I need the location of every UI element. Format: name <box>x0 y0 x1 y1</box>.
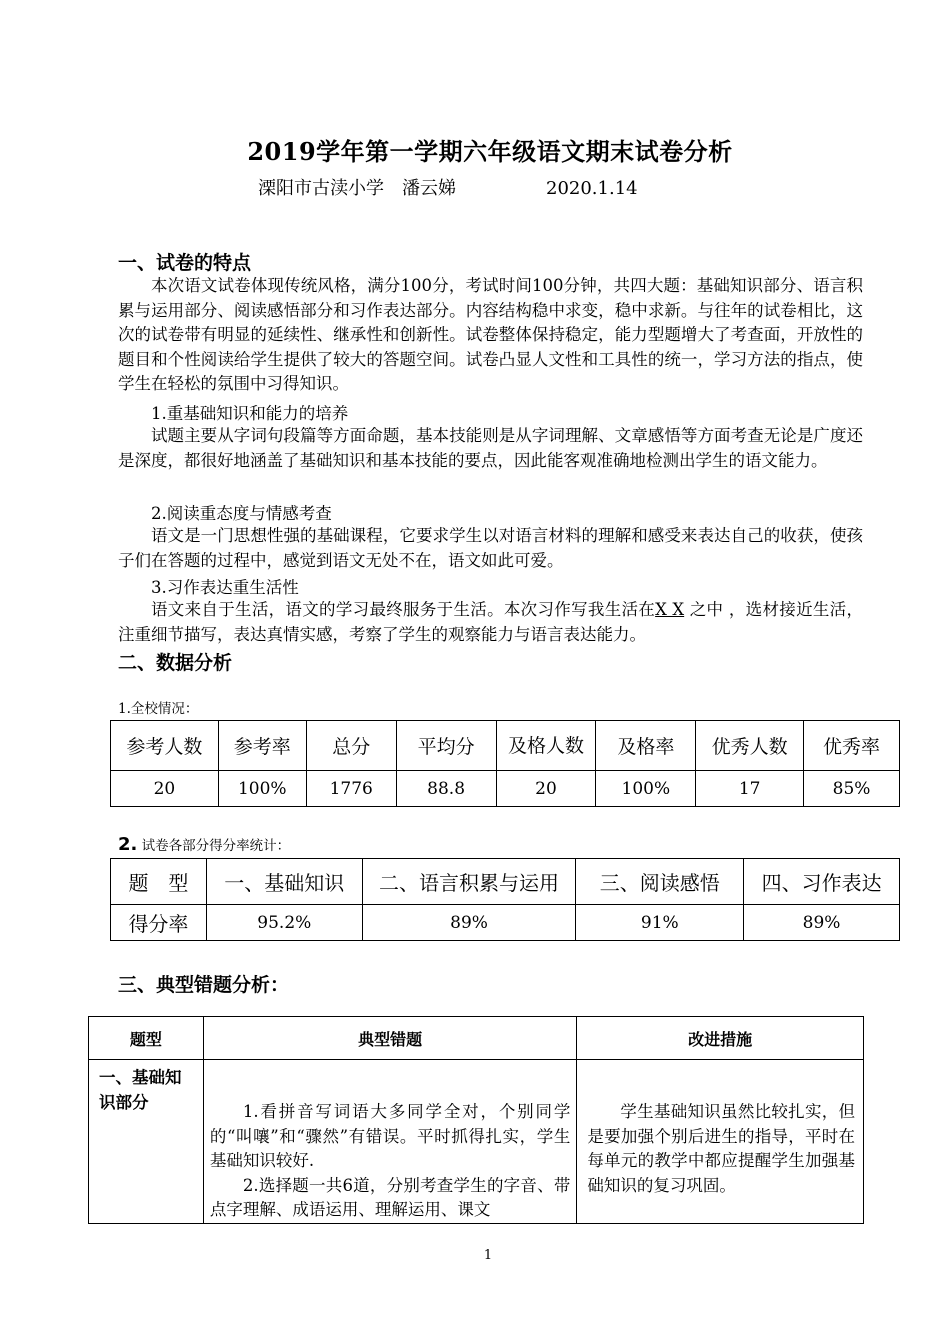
score-rate-table <box>110 858 900 941</box>
table3-header-row <box>89 1017 864 1060</box>
table1-value: 20 <box>111 771 219 807</box>
table1-value: 85% <box>804 771 900 807</box>
table1-header: 优秀率 <box>804 721 900 771</box>
document-subtitle: 溧阳市古渎小学 潘云娣 2020.1.14 <box>258 178 638 199</box>
table1-value: 100% <box>218 771 306 807</box>
table2-value: 89% <box>362 905 576 941</box>
point2-text: 语文是一门思想性强的基础课程，它要求学生以对语言材料的理解和感受来表达自己的收获，使孩子们在答题的过程中，感觉到语文无处不在，语文如此可爱。 <box>118 526 863 570</box>
table2-value: 95.2% <box>206 905 362 941</box>
point2-title: 2.阅读重态度与情感考查 <box>151 504 332 523</box>
table1-header: 总分 <box>306 721 396 771</box>
table3-measures: 学生基础知识虽然比较扎实，但是要加强个别后进生的指导，平时在每单元的教学中都应提醒学生加强基础知识的复习巩固。 <box>577 1060 864 1224</box>
error-item: 2.选择题一共6道，分别考查学生的字音、带点字理解、成语运用、理解运用、课文 <box>209 1175 571 1219</box>
table1-header: 及格人数 <box>496 721 596 771</box>
table2-header: 三、阅读感悟 <box>576 859 744 905</box>
point3-title: 3.习作表达重生活性 <box>151 578 299 597</box>
table1-value: 88.8 <box>396 771 496 807</box>
point3-blank: X X <box>655 600 685 619</box>
table2-header-row <box>111 859 900 905</box>
table3-row <box>89 1060 864 1224</box>
table3-header: 改进措施 <box>577 1017 864 1060</box>
point1-text: 试题主要从字词句段篇等方面命题，基本技能则是从字词理解、文章感悟等方面考查无论是广度还是深度，都很好地涵盖了基础知识和基本技能的要点，因此能客观准确地检测出学生的语文能力。 <box>118 426 863 470</box>
table2-header: 一、基础知识 <box>206 859 362 905</box>
table1-header: 参考率 <box>218 721 306 771</box>
table2-header-label: 题 型 <box>111 859 207 905</box>
table1-value: 1776 <box>306 771 396 807</box>
table1-header: 平均分 <box>396 721 496 771</box>
section1-intro: 本次语文试卷体现传统风格，满分100分，考试时间100分钟，共四大题：基础知识部分、语言积累与运用部分、阅读感悟部分和习作表达部分。内容结构稳中求变，稳中求新。与往年的试卷相比，这次的试卷带有明显的延续性、继承性和创新性。试卷整体保持稳定，能力型题增大了考查面，开放性的题目和个性阅读给学生提供了较大的答题空间。试卷凸显人文性和工具性的统一，学习方法的指点，使学生在轻松的氛围中习得知识。 <box>118 276 863 393</box>
table1-value: 20 <box>496 771 596 807</box>
page-number: 1 <box>483 1248 493 1263</box>
school-stats-table <box>110 720 900 807</box>
point3-text <box>118 598 863 647</box>
section1-heading: 一、试卷的特点 <box>118 252 252 274</box>
table2-value-row <box>111 905 900 941</box>
document-title: 2019学年第一学期六年级语文期末试卷分析 <box>247 137 733 166</box>
table2-row-label: 得分率 <box>111 905 207 941</box>
table1-header: 优秀人数 <box>696 721 804 771</box>
point1-title: 1.重基础知识和能力的培养 <box>151 404 349 423</box>
error-item: 1.看拼音写词语大多同学全对，个别同学的“叫嚷”和“骤然”有错误。平时抓得扎实，学生基础知识较好. <box>209 1102 571 1170</box>
table2-value: 91% <box>576 905 744 941</box>
section3-heading: 三、典型错题分析： <box>118 974 290 996</box>
table1-value: 17 <box>696 771 804 807</box>
table1-header-row <box>111 721 900 771</box>
section2-heading: 二、数据分析 <box>118 652 233 674</box>
table3-header: 典型错题 <box>203 1017 576 1060</box>
table3-header: 题型 <box>89 1017 204 1060</box>
table1-value-row <box>111 771 900 807</box>
table1-header: 及格率 <box>596 721 696 771</box>
point3-text-b: 之中 ，选材接近生活，注重细节描写，表达真情实感，考察了学生的观察能力与语言表达能力。 <box>118 600 863 644</box>
table1-header: 参考人数 <box>111 721 219 771</box>
table2-header: 二、语言积累与运用 <box>362 859 576 905</box>
table3-errors <box>203 1060 576 1224</box>
table2-label-text: 试卷各部分得分率统计： <box>137 838 291 854</box>
table2-value: 89% <box>744 905 900 941</box>
table1-value: 100% <box>596 771 696 807</box>
table3-category: 一、基础知识部分 <box>89 1060 204 1224</box>
table2-header: 四、习作表达 <box>744 859 900 905</box>
table2-label-num: 2. <box>118 834 138 855</box>
table1-label: 1.全校情况： <box>118 701 199 717</box>
table2-label <box>118 834 290 855</box>
point3-text-a: 语文来自于生活，语文的学习最终服务于生活。本次习作写我生活在 <box>151 600 656 619</box>
error-analysis-table <box>88 1016 864 1224</box>
